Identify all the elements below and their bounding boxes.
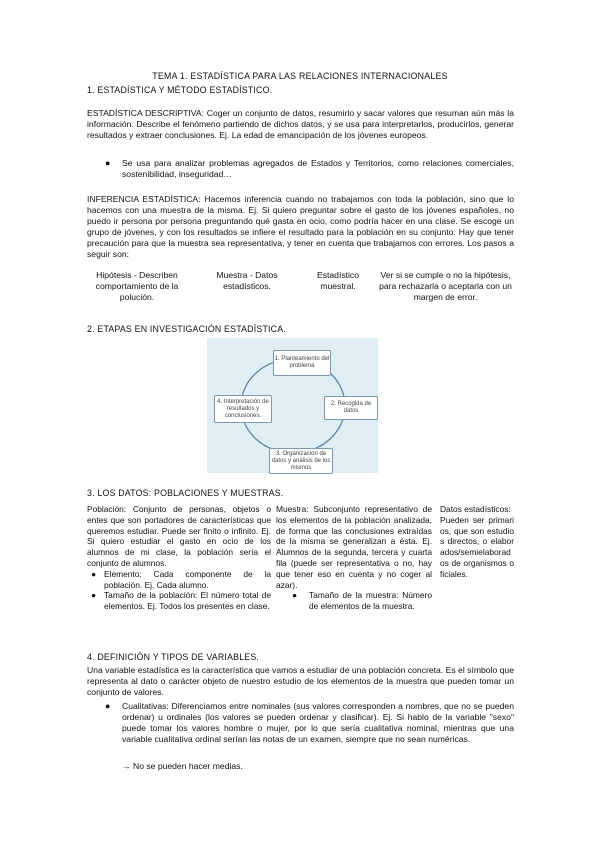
stage-2-box: 2. Recogida de datos xyxy=(324,396,378,420)
document-title: TEMA 1. ESTADÍSTICA PARA LAS RELACIONES INTERNACIONALES xyxy=(152,71,448,81)
stage-3-box: 3. Organización de datos y análisis de los mismos xyxy=(269,448,333,474)
stage-4-box: 4. Interpretación de resultados y conclusiones. xyxy=(214,395,272,423)
section-3-heading: 3. LOS DATOS: POBLACIONES Y MUESTRAS. xyxy=(87,488,284,498)
section-1-heading: 1. ESTADÍSTICA Y MÉTODO ESTADÍSTICO. xyxy=(87,85,273,95)
bullet-icon: ● xyxy=(105,701,111,711)
statistical-data-paragraph: Pueden ser primarios, que son estudios directos, o elaborados/semielaborados de organismos oficiales. xyxy=(440,514,514,579)
population-column xyxy=(87,504,271,612)
stages-cycle-diagram xyxy=(207,338,378,473)
inference-steps xyxy=(87,270,514,310)
bullet-icon: ● xyxy=(292,590,298,601)
sample-paragraph: Muestra: Subconjunto representativo de los elementos de la población analizada, de forma que las conclusiones extraídas de la misma se generalizan a ésta. Ej. Alumnos de la segunda, tercera y cuarta fila (puede ser representativa o no, hay que tener eso en cuenta y no coger al azar). xyxy=(276,504,432,590)
population-size-bullet: ● Tamaño de la población: El número total de elementos. Ej. Todos los presentes en clase. xyxy=(91,590,271,612)
inferential-stats-paragraph: INFERENCIA ESTADÍSTICA: Hacemos inferencia cuando no trabajamos con toda la población, sino que lo hacemos con una muestra de la misma. Ej. Si quiero preguntar sobre el gasto de los jóvenes españoles, no puedo ir persona por persona preguntando qué gasta en ocio, como podría hacer en una clase. Se escoge un grupo de jóvenes, y con los resultados se infiere el resultado para la población en su conjunto. Hay que tener precaución para que la muestra sea representativa, y tener en cuenta que trabajamos con errores. Los pasos a seguir son: xyxy=(87,194,514,259)
population-paragraph: Población: Conjunto de personas, objetos o entes que son portadores de características que queremos estudiar. Puede ser finito o infinito. Ej. Si quiero estudiar el gasto en ocio de los alumnos de mi clase, la población sería el conjunto de alumnos. xyxy=(87,504,271,568)
statistical-data-column xyxy=(440,504,514,580)
step-statistic: Estadístico muestral. xyxy=(316,270,360,291)
step-hypothesis: Hipótesis - Describen comportamiento de la polución. xyxy=(95,270,179,302)
bullet-icon: ● xyxy=(91,568,97,579)
section-2-heading: 2. ETAPAS EN INVESTIGACIÓN ESTADÍSTICA. xyxy=(87,324,286,334)
bullet-icon: ● xyxy=(91,590,97,601)
sample-size-bullet: ● Tamaño de la muestra: Número de elementos de la muestra. xyxy=(292,590,432,612)
section-4-heading: 4. DEFINICIÓN Y TIPOS DE VARIABLES. xyxy=(87,652,260,662)
bullet-icon: ● xyxy=(105,158,111,168)
statistical-data-title: Datos estadísticos: xyxy=(440,504,511,514)
step-verify: Ver si se cumple o no la hipótesis, para rechazarla o aceptarla con un margen de error. xyxy=(379,270,512,302)
element-bullet: ● Elemento: Cada componente de la población. Ej. Cada alumno. xyxy=(91,568,271,590)
qualitative-text: Cualitativas: Diferenciamos entre nominales (sus valores corresponden a nombres, que no se pueden ordenar) u ordinales (los valores se pueden ordenar y clasificar). Ej. Si hablo de la variable "sexo" puede tomar los valores hombre o mujer, por lo que sería cualitativa nominal, mientras que una variable cualitativa ordinal serían las notas de un examen, siempre que no sean numéricas. xyxy=(122,701,514,744)
sample-column xyxy=(276,504,432,612)
descriptive-stats-paragraph: ESTADÍSTICA DESCRIPTIVA: Coger un conjunto de datos, resumirlo y sacar valores que resuman aún más la información. Describe el fenómeno partiendo de dichos datos, y se usa para interpretarlos, producirlos, generar resultados y extraer conclusiones. Ej. La edad de emancipación de los jóvenes europeos. xyxy=(87,108,514,140)
step-sample: Muestra - Datos estadísticos. xyxy=(216,270,278,291)
bullet-text: Se usa para analizar problemas agregados de Estados y Territorios, como relaciones comerciales, sostenibilidad, inseguridad… xyxy=(122,158,514,179)
stage-1-box: 1. Planteamiento del problema xyxy=(273,350,331,376)
no-averages-note: → No se pueden hacer medias. xyxy=(122,761,243,771)
variable-definition-paragraph: Una variable estadística es la característica que vamos a estudiar de una población concreta. Es el símbolo que representa al dato o carácter objeto de nuestro estudio de los elementos de la muestra que pueden tomar un conjunto de valores. xyxy=(87,665,514,697)
